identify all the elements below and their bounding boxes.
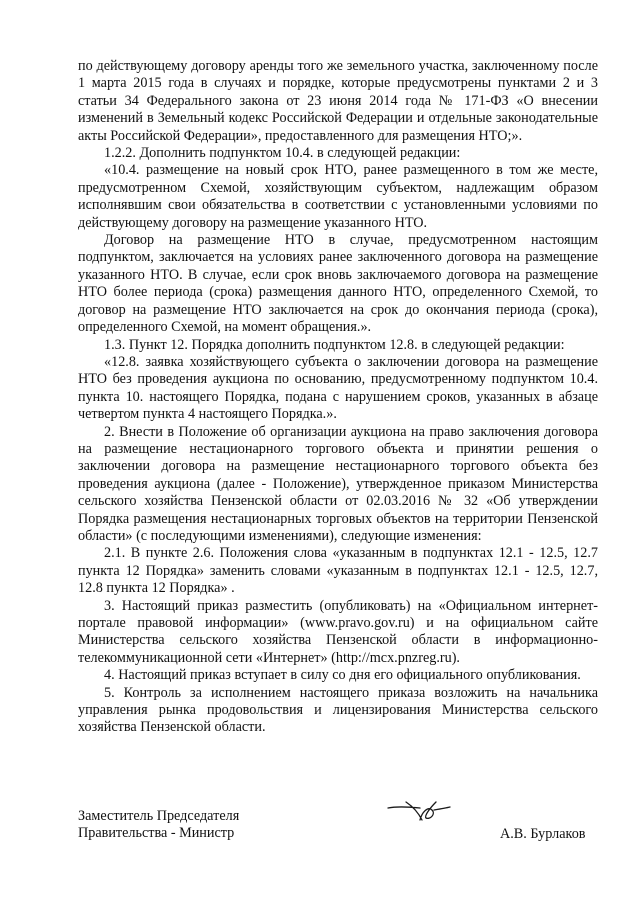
signatory-position-line1: Заместитель Председателя xyxy=(78,808,240,824)
signatory-name: А.В. Бурлаков xyxy=(500,826,586,842)
paragraph-12-8: «12.8. заявка хозяйствующего субъекта о заключении договора на размещение НТО без проведения аукциона по основанию, предусмотренному подпунктом 10.4. пункта 10. настоящего Порядка, подана с нарушением сроков, указанных в абзаце четвертом пункта 4 настоящего Порядка.». xyxy=(78,353,598,423)
paragraph-contract: Договор на размещение НТО в случае, предусмотренном настоящим подпунктом, заключается на условиях ранее заключенного договора на размещение указанного НТО. В случае, если срок вновь заключаемого договора на размещение НТО более периода (срока) размещения данного НТО, определенного Схемой, то договор на размещение НТО заключается на срок до окончания периода (срока), определенного Схемой, на момент обращения.». xyxy=(78,232,598,336)
paragraph-1-3: 1.3. Пункт 12. Порядка дополнить подпунктом 12.8. в следующей редакции: xyxy=(104,336,565,353)
handwritten-signature xyxy=(384,794,454,826)
paragraph-continuation: по действующему договору аренды того же земельного участка, заключенному после 1 марта 2015 года в случаях и порядке, которые предусмотрены пунктами 2 и 3 статьи 34 Федерального закона от 23 июня 2014 года № 171-ФЗ «О внесении изменений в Земельный кодекс Российской Федерации и отдельные законодательные акты Российской Федерации», предоставленного для размещения НТО;». xyxy=(78,58,598,144)
signatory-position-line2: Правительства - Министр xyxy=(78,825,235,842)
signatory-position xyxy=(78,808,239,843)
paragraph-10-4: «10.4. размещение на новый срок НТО, ранее размещенного в том же месте, предусмотренном Схемой, хозяйствующим субъектом, надлежащим образом исполнявшим свои обязательства в соответствии с установленными условиями по действующему договору на размещение указанного НТО. xyxy=(78,162,598,231)
paragraph-1-2-2: 1.2.2. Дополнить подпунктом 10.4. в следующей редакции: xyxy=(104,145,461,162)
paragraph-3: 3. Настоящий приказ разместить (опубликовать) на «Официальном интернет-портале правовой информации» (www.pravo.gov.ru) и на официальном сайте Министерства сельского хозяйства Пензенской области в информационно-телекоммуникационной сети «Интернет» (http://mcx.pnzreg.ru). xyxy=(78,597,598,666)
paragraph-5: 5. Контроль за исполнением настоящего приказа возложить на начальника управления рынка продовольствия и лицензирования Министерства сельского хозяйства Пензенской области. xyxy=(78,684,598,736)
paragraph-4: 4. Настоящий приказ вступает в силу со дня его официального опубликования. xyxy=(104,667,581,684)
paragraph-2-1: 2.1. В пункте 2.6. Положения слова «указанным в подпунктах 12.1 - 12.5, 12.7 пункта 12 Порядка» заменить словами «указанным в подпунктах 12.1 - 12.5, 12.7, 12.8 пункта 12 Порядка» . xyxy=(78,545,598,597)
paragraph-2: 2. Внести в Положение об организации аукциона на право заключения договора на размещение нестационарного торгового объекта и принятии решения о заключении договора на размещение нестационарного торгового объекта без проведения аукциона (далее - Положение), утвержденное приказом Министерства сельского хозяйства Пензенской области от 02.03.2016 № 32 «Об утверждении Порядка размещения нестационарных торговых объектов на территории Пензенской области» (с последующими изменениями), следующие изменения: xyxy=(78,423,598,544)
